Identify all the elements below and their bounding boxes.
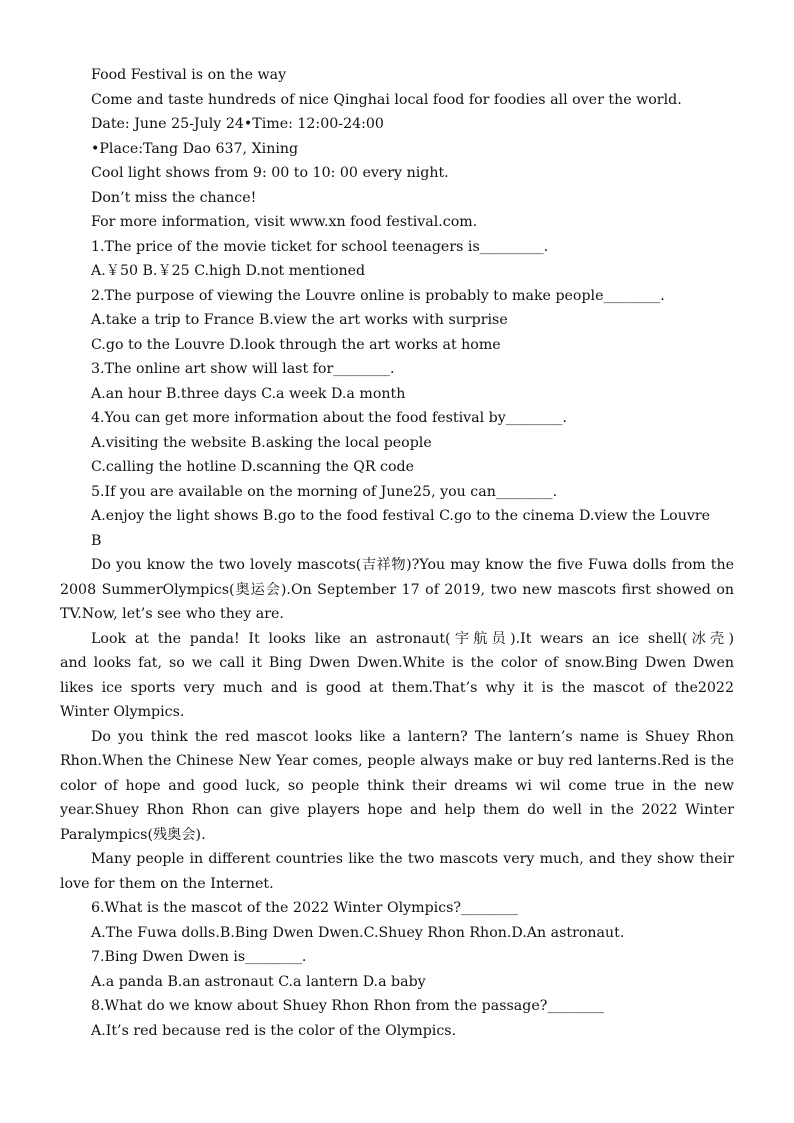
question-6-options: A.The Fuwa dolls.B.Bing Dwen Dwen.C.Shuey Rhon Rhon.D.An astronaut. <box>91 924 625 941</box>
question-4-options-b: C.calling the hotline D.scanning the QR code <box>91 459 414 475</box>
question-4: 4.You can get more information about the food festival by________. <box>91 410 568 426</box>
passage-p3-line5: Paralympics(残奥会). <box>60 826 206 843</box>
question-2: 2.The purpose of viewing the Louvre online is probably to make people________. <box>91 287 665 304</box>
question-8-option-a: A.It’s red because red is the color of the Olympics. <box>91 1022 457 1039</box>
question-7: 7.Bing Dwen Dwen is________. <box>91 949 307 965</box>
question-7-options: A.a panda B.an astronaut C.a lantern D.a baby <box>91 973 426 990</box>
ad-more-info: For more information, visit www.xn food festival.com. <box>91 214 478 230</box>
passage-p3-line4: year.Shuey Rhon Rhon can give players hope and help them do well in the 2022 Winter <box>60 802 734 818</box>
question-3-options: A.an hour B.three days C.a week D.a month <box>91 385 406 402</box>
question-5-options: A.enjoy the light shows B.go to the food festival C.go to the cinema D.view the Louvre <box>91 508 711 524</box>
ad-intro: Come and taste hundreds of nice Qinghai local food for foodies all over the world. <box>91 91 682 108</box>
question-2-options-b: C.go to the Louvre D.look through the art works at home <box>91 336 501 353</box>
question-5: 5.If you are available on the morning of June25, you can________. <box>91 483 558 500</box>
passage-p4-line2: love for them on the Internet. <box>60 875 274 892</box>
ad-date-time: Date: June 25-July 24•Time: 12:00-24:00 <box>91 116 384 132</box>
question-1: 1.The price of the movie ticket for school teenagers is_________. <box>91 238 549 255</box>
ad-title: Food Festival is on the way <box>91 67 287 83</box>
passage-p3-line1: Do you think the red mascot looks like a lantern? The lantern’s name is Shuey Rhon <box>91 728 734 745</box>
question-4-options-a: A.visiting the website B.asking the local people <box>91 434 432 451</box>
passage-p2-line2: and looks fat, so we call it Bing Dwen Dwen.White is the color of snow.Bing Dwen Dwen <box>60 655 734 671</box>
passage-p3-line2: Rhon.When the Chinese New Year comes, people always make or buy red lanterns.Red is the <box>60 753 734 769</box>
passage-p2-line4: Winter Olympics. <box>60 704 185 720</box>
question-3: 3.The online art show will last for________. <box>91 361 395 377</box>
ad-reminder: Don’t miss the chance! <box>91 189 257 206</box>
passage-p4-line1: Many people in different countries like the two mascots very much, and they show their <box>91 851 734 867</box>
passage-p1-line2: 2008 SummerOlympics(奥运会).On September 17 of 2019, two new mascots first showed on <box>60 581 734 598</box>
ad-shows: Cool light shows from 9: 00 to 10: 00 every night. <box>91 165 449 181</box>
section-label: B <box>91 532 102 549</box>
passage-p1-line1: Do you know the two lovely mascots(吉祥物)?You may know the five Fuwa dolls from the <box>91 557 734 573</box>
passage-p3-line3: color of hope and good luck, so people think their dreams wi wil come true in the new <box>60 777 734 794</box>
question-8: 8.What do we know about Shuey Rhon Rhon from the passage?________ <box>91 998 605 1014</box>
passage-p1-line3: TV.Now, let’s see who they are. <box>60 606 284 622</box>
question-1-options: A.￥50 B.￥25 C.high D.not mentioned <box>91 263 366 279</box>
passage-p2-line1: Look at the panda! It looks like an astronaut(宇航员).It wears an ice shell(冰壳) <box>91 630 734 647</box>
ad-place: •Place:Tang Dao 637, Xining <box>91 140 299 157</box>
exam-page <box>60 63 734 1043</box>
question-6: 6.What is the mascot of the 2022 Winter Olympics?________ <box>91 900 518 916</box>
question-2-options-a: A.take a trip to France B.view the art works with surprise <box>91 312 508 328</box>
passage-p2-line3: likes ice sports very much and is good at them.That’s why it is the mascot of the2022 <box>60 679 734 696</box>
